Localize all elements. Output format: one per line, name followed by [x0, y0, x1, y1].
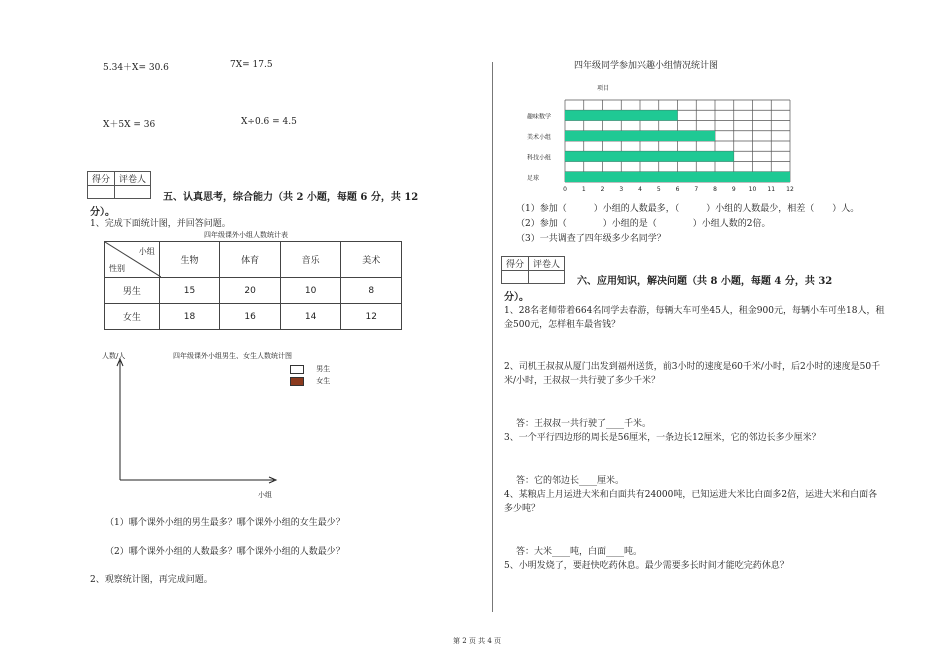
legend-swatch-boys	[290, 365, 304, 374]
chart-title: 四年级同学参加兴趣小组情况统计图	[574, 61, 719, 71]
problem-2-line-2: 米/小时，王叔叔一共行驶了多少千米？	[504, 376, 661, 386]
section5-title: 五、认真思考，综合能力（共 2 小题，每题 6 分，共 12	[163, 192, 419, 203]
bar	[565, 131, 715, 141]
section6-title-cont: 分）。	[504, 292, 529, 303]
chart-question-3: （3）一共调查了四年级多少名同学？	[516, 234, 666, 244]
grader-cell[interactable]	[529, 271, 565, 284]
section5-q2: 2、观察统计图，再完成问题。	[90, 575, 213, 585]
q1-sub2: （2）哪个课外小组的人数最多？哪个课外小组的人数最少？	[105, 547, 345, 557]
table-cell: 10	[280, 278, 341, 304]
column-divider	[492, 62, 493, 612]
page-footer: 第 2 页 共 4 页	[453, 637, 502, 645]
table-header: 生物	[159, 242, 220, 278]
bar	[565, 110, 678, 120]
stats-table	[104, 241, 402, 330]
blank-chart-axes	[112, 355, 282, 485]
score-cell[interactable]	[502, 271, 529, 284]
problem-4-answer: 答：大米____吨，白面____吨。	[516, 547, 643, 557]
problem-3-answer: 答：它的邻边长____厘米。	[516, 476, 625, 486]
problem-5: 5、小明发烧了，要赶快吃药休息。最少需要多长时间才能吃完药休息？	[504, 561, 789, 571]
table-header: 美术	[341, 242, 402, 278]
x-tick-label: 4	[638, 186, 642, 193]
problem-1-line-2: 金500元，怎样租车最省钱？	[504, 320, 621, 330]
table-header: 体育	[220, 242, 281, 278]
score-box-section6	[501, 256, 565, 284]
equation-4: X÷0.6 = 4.5	[241, 117, 297, 127]
row-label-boys: 男生	[105, 278, 160, 304]
x-tick-label: 1	[581, 186, 586, 193]
x-tick-label: 2	[600, 186, 605, 193]
grader-cell[interactable]	[115, 186, 151, 199]
x-tick-label: 0	[563, 186, 567, 193]
row-label-girls: 女生	[105, 304, 160, 330]
problem-4-line-1: 4、某粮店上月运进大米和白面共有24000吨，已知运进大米比白面多2倍，运进大米和白面各	[504, 490, 878, 500]
blank-chart-xlabel: 小组	[258, 491, 272, 499]
q1-sub1: （1）哪个课外小组的男生最多？哪个课外小组的女生最少？	[105, 518, 345, 528]
x-tick-label: 10	[748, 186, 757, 193]
table-cell: 18	[159, 304, 220, 330]
chart-question-2: （2）参加（ ）小组的是（ ）小组人数的2倍。	[516, 219, 771, 229]
section5-title-cont: 分）。	[90, 207, 115, 218]
problem-1-line-1: 1、28名老师带着664名同学去春游，每辆大车可坐45人，租金900元，每辆小车可坐18人，租	[504, 306, 885, 316]
corner-top-label: 小组	[138, 247, 155, 256]
bar-chart	[525, 78, 800, 198]
equation-1: 5.34＋X= 30.6	[103, 63, 169, 73]
x-tick-label: 6	[675, 186, 680, 193]
category-label: 足球	[527, 175, 540, 182]
x-tick-label: 3	[619, 186, 624, 193]
score-label: 得分	[502, 257, 529, 271]
problem-3: 3、一个平行四边形的周长是56厘米，一条边长12厘米，它的邻边长多少厘米？	[504, 433, 821, 443]
grader-label: 评卷人	[529, 257, 565, 271]
x-tick-label: 8	[713, 186, 717, 193]
category-label: 美术小组	[527, 134, 552, 141]
table-cell: 12	[341, 304, 402, 330]
score-box-section5	[87, 171, 151, 199]
x-tick-label: 12	[786, 186, 794, 193]
x-tick-label: 9	[731, 186, 736, 193]
section6-title: 六、应用知识，解决问题（共 8 小题，每题 4 分，共 32	[577, 276, 833, 287]
table-corner-cell	[105, 242, 160, 278]
table-cell: 14	[280, 304, 341, 330]
equation-2: 7X= 17.5	[230, 60, 273, 70]
x-tick-label: 11	[767, 186, 776, 193]
section5-q1: 1、完成下面统计图，并回答问题。	[90, 219, 231, 229]
problem-2-line-1: 2、司机王叔叔从厦门出发到福州送货，前3小时的速度是60千米/小时，后2小时的速度是50千	[504, 362, 881, 372]
equation-3: X＋5X = 36	[103, 120, 156, 130]
x-tick-label: 7	[694, 186, 699, 193]
bar	[565, 172, 790, 182]
chart-question-1: （1）参加（ ）小组的人数最多，（ ）小组的人数最少，相差（ ）人。	[516, 204, 860, 214]
corner-bottom-label: 性别	[109, 264, 125, 273]
legend-girls	[290, 376, 330, 386]
bar	[565, 151, 734, 161]
legend-label-boys: 男生	[316, 365, 331, 373]
problem-2-answer: 答：王叔叔一共行驶了____千米。	[516, 419, 652, 429]
legend-label-girls: 女生	[316, 377, 331, 385]
table-cell: 16	[220, 304, 281, 330]
table-cell: 20	[220, 278, 281, 304]
score-label: 得分	[88, 172, 115, 186]
grader-label: 评卷人	[115, 172, 151, 186]
x-tick-label: 5	[656, 186, 661, 193]
category-label: 科技小组	[527, 154, 552, 162]
table-cell: 8	[341, 278, 402, 304]
score-cell[interactable]	[88, 186, 115, 199]
table-cell: 15	[159, 278, 220, 304]
legend-boys	[290, 364, 330, 374]
chart-ylabel: 项目	[597, 85, 610, 92]
problem-4-line-2: 多少吨？	[504, 504, 541, 514]
table-header: 音乐	[280, 242, 341, 278]
blank-chart-title: 四年级课外小组男生、女生人数统计图	[173, 352, 292, 360]
category-label: 趣味数学	[527, 113, 552, 121]
blank-chart-ylabel: 人数/人	[102, 352, 126, 360]
legend-swatch-girls	[290, 377, 304, 386]
table-title: 四年级课外小组人数统计表	[204, 231, 288, 239]
